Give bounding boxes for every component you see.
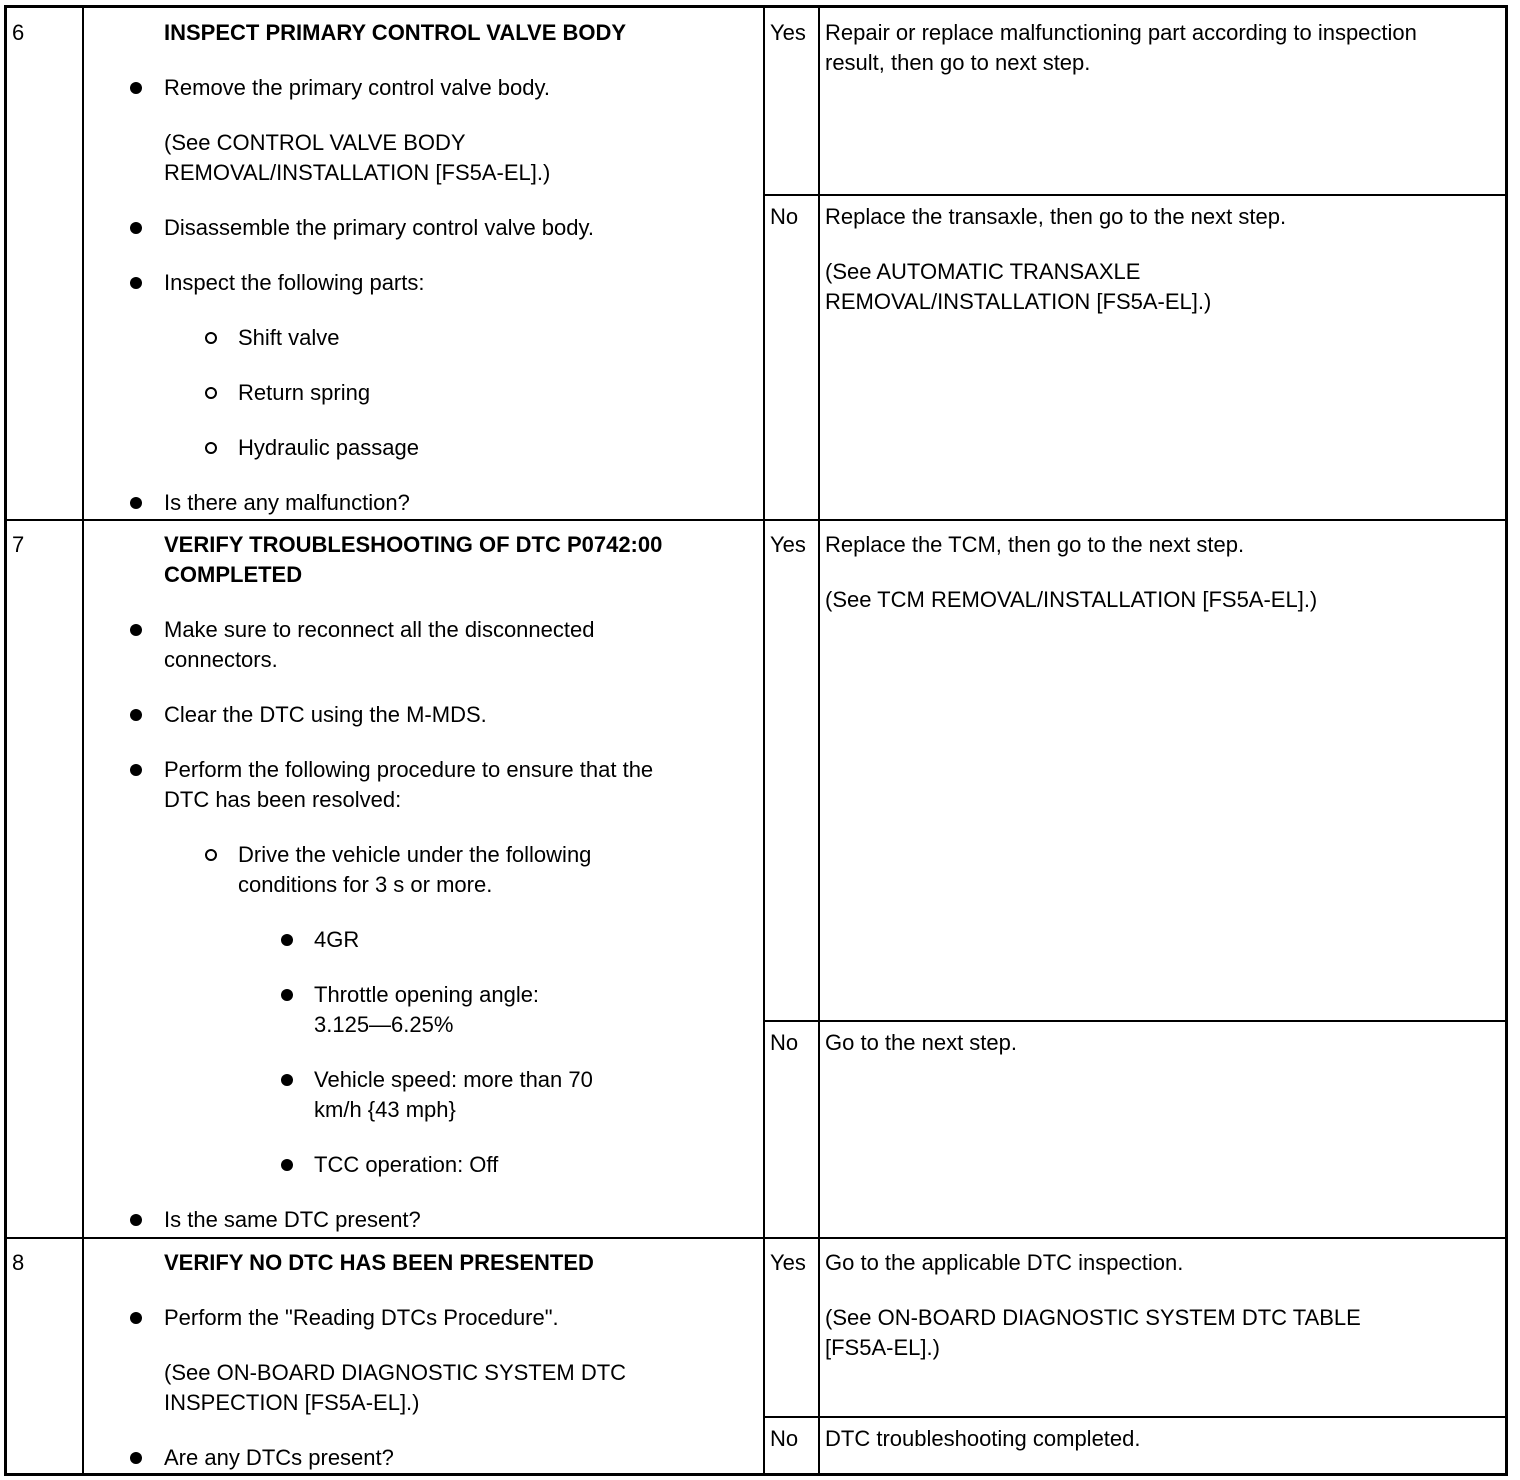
dot-bullet-icon bbox=[130, 277, 142, 289]
row-divider bbox=[4, 1237, 1508, 1239]
procedure-text: Perform the "Reading DTCs Procedure". bbox=[164, 1305, 559, 1330]
no-label: No bbox=[770, 204, 799, 229]
procedure-text: Clear the DTC using the M-MDS. bbox=[164, 702, 487, 727]
yes-label: Yes bbox=[770, 20, 806, 45]
yes-label: Yes bbox=[770, 1250, 806, 1275]
dot-bullet-icon bbox=[281, 989, 293, 1001]
procedure-text: Are any DTCs present? bbox=[164, 1445, 394, 1470]
step-title: INSPECT PRIMARY CONTROL VALVE BODY bbox=[164, 20, 627, 45]
ring-bullet-icon bbox=[205, 387, 217, 399]
procedure-text: INSPECTION [FS5A-EL].) bbox=[164, 1390, 420, 1415]
yes-result-text: (See ON-BOARD DIAGNOSTIC SYSTEM DTC TABLE bbox=[825, 1305, 1361, 1330]
procedure-text: Is there any malfunction? bbox=[164, 490, 410, 515]
dot-bullet-icon bbox=[281, 1074, 293, 1086]
yes-result-text: Repair or replace malfunctioning part according to inspection bbox=[825, 20, 1417, 45]
step-title: COMPLETED bbox=[164, 562, 303, 587]
procedure-text: REMOVAL/INSTALLATION [FS5A-EL].) bbox=[164, 160, 551, 185]
row-divider bbox=[4, 1473, 1508, 1476]
step-title: VERIFY TROUBLESHOOTING OF DTC P0742:00 bbox=[164, 532, 663, 557]
dot-bullet-icon bbox=[130, 624, 142, 636]
dot-bullet-icon bbox=[130, 1214, 142, 1226]
no-result-text: REMOVAL/INSTALLATION [FS5A-EL].) bbox=[825, 289, 1212, 314]
dot-bullet-icon bbox=[130, 764, 142, 776]
step-number: 7 bbox=[12, 532, 25, 557]
column-divider bbox=[82, 5, 84, 1476]
no-result-text: DTC troubleshooting completed. bbox=[825, 1426, 1141, 1451]
yes-no-divider bbox=[763, 1416, 1507, 1418]
yes-result-text: Replace the TCM, then go to the next step. bbox=[825, 532, 1245, 557]
procedure-text: 4GR bbox=[314, 927, 360, 952]
procedure-text: DTC has been resolved: bbox=[164, 787, 402, 812]
procedure-text: Drive the vehicle under the following bbox=[238, 842, 592, 867]
procedure-text: connectors. bbox=[164, 647, 278, 672]
procedure-text: Inspect the following parts: bbox=[164, 270, 425, 295]
procedure-text: TCC operation: Off bbox=[314, 1152, 499, 1177]
no-label: No bbox=[770, 1030, 799, 1055]
column-divider bbox=[818, 5, 820, 1476]
procedure-text: Remove the primary control valve body. bbox=[164, 75, 550, 100]
procedure-text: Vehicle speed: more than 70 bbox=[314, 1067, 593, 1092]
no-result-text: Go to the next step. bbox=[825, 1030, 1018, 1055]
procedure-text: Make sure to reconnect all the disconnected bbox=[164, 617, 595, 642]
ring-bullet-icon bbox=[205, 849, 217, 861]
yes-result-text: (See TCM REMOVAL/INSTALLATION [FS5A-EL].) bbox=[825, 587, 1318, 612]
ring-bullet-icon bbox=[205, 332, 217, 344]
procedure-text: Return spring bbox=[238, 380, 371, 405]
procedure-text: conditions for 3 s or more. bbox=[238, 872, 493, 897]
yes-label: Yes bbox=[770, 532, 806, 557]
no-result-text: (See AUTOMATIC TRANSAXLE bbox=[825, 259, 1141, 284]
procedure-text: Perform the following procedure to ensure that the bbox=[164, 757, 654, 782]
yes-no-divider bbox=[763, 1020, 1507, 1022]
dot-bullet-icon bbox=[281, 934, 293, 946]
dot-bullet-icon bbox=[130, 709, 142, 721]
no-result-text: Replace the transaxle, then go to the next step. bbox=[825, 204, 1287, 229]
dot-bullet-icon bbox=[130, 82, 142, 94]
step-number: 8 bbox=[12, 1250, 25, 1275]
step-title: VERIFY NO DTC HAS BEEN PRESENTED bbox=[164, 1250, 594, 1275]
row-divider bbox=[4, 519, 1508, 521]
procedure-text: (See CONTROL VALVE BODY bbox=[164, 130, 466, 155]
yes-no-divider bbox=[763, 194, 1507, 196]
table-top-border bbox=[4, 5, 1508, 8]
step-number: 6 bbox=[12, 20, 25, 45]
procedure-text: Hydraulic passage bbox=[238, 435, 419, 460]
procedure-text: Throttle opening angle: bbox=[314, 982, 540, 1007]
column-divider bbox=[4, 5, 7, 1476]
yes-result-text: result, then go to next step. bbox=[825, 50, 1091, 75]
yes-result-text: Go to the applicable DTC inspection. bbox=[825, 1250, 1184, 1275]
dot-bullet-icon bbox=[281, 1159, 293, 1171]
column-divider bbox=[1505, 5, 1508, 1476]
procedure-text: Disassemble the primary control valve body. bbox=[164, 215, 594, 240]
yes-result-text: [FS5A-EL].) bbox=[825, 1335, 940, 1360]
procedure-text: Shift valve bbox=[238, 325, 340, 350]
no-label: No bbox=[770, 1426, 799, 1451]
dot-bullet-icon bbox=[130, 1312, 142, 1324]
procedure-text: Is the same DTC present? bbox=[164, 1207, 421, 1232]
column-divider bbox=[763, 5, 765, 1476]
dot-bullet-icon bbox=[130, 1452, 142, 1464]
ring-bullet-icon bbox=[205, 442, 217, 454]
dot-bullet-icon bbox=[130, 222, 142, 234]
procedure-text: km/h {43 mph} bbox=[314, 1097, 456, 1122]
dot-bullet-icon bbox=[130, 497, 142, 509]
procedure-text: (See ON-BOARD DIAGNOSTIC SYSTEM DTC bbox=[164, 1360, 627, 1385]
procedure-text: 3.125—6.25% bbox=[314, 1012, 454, 1037]
